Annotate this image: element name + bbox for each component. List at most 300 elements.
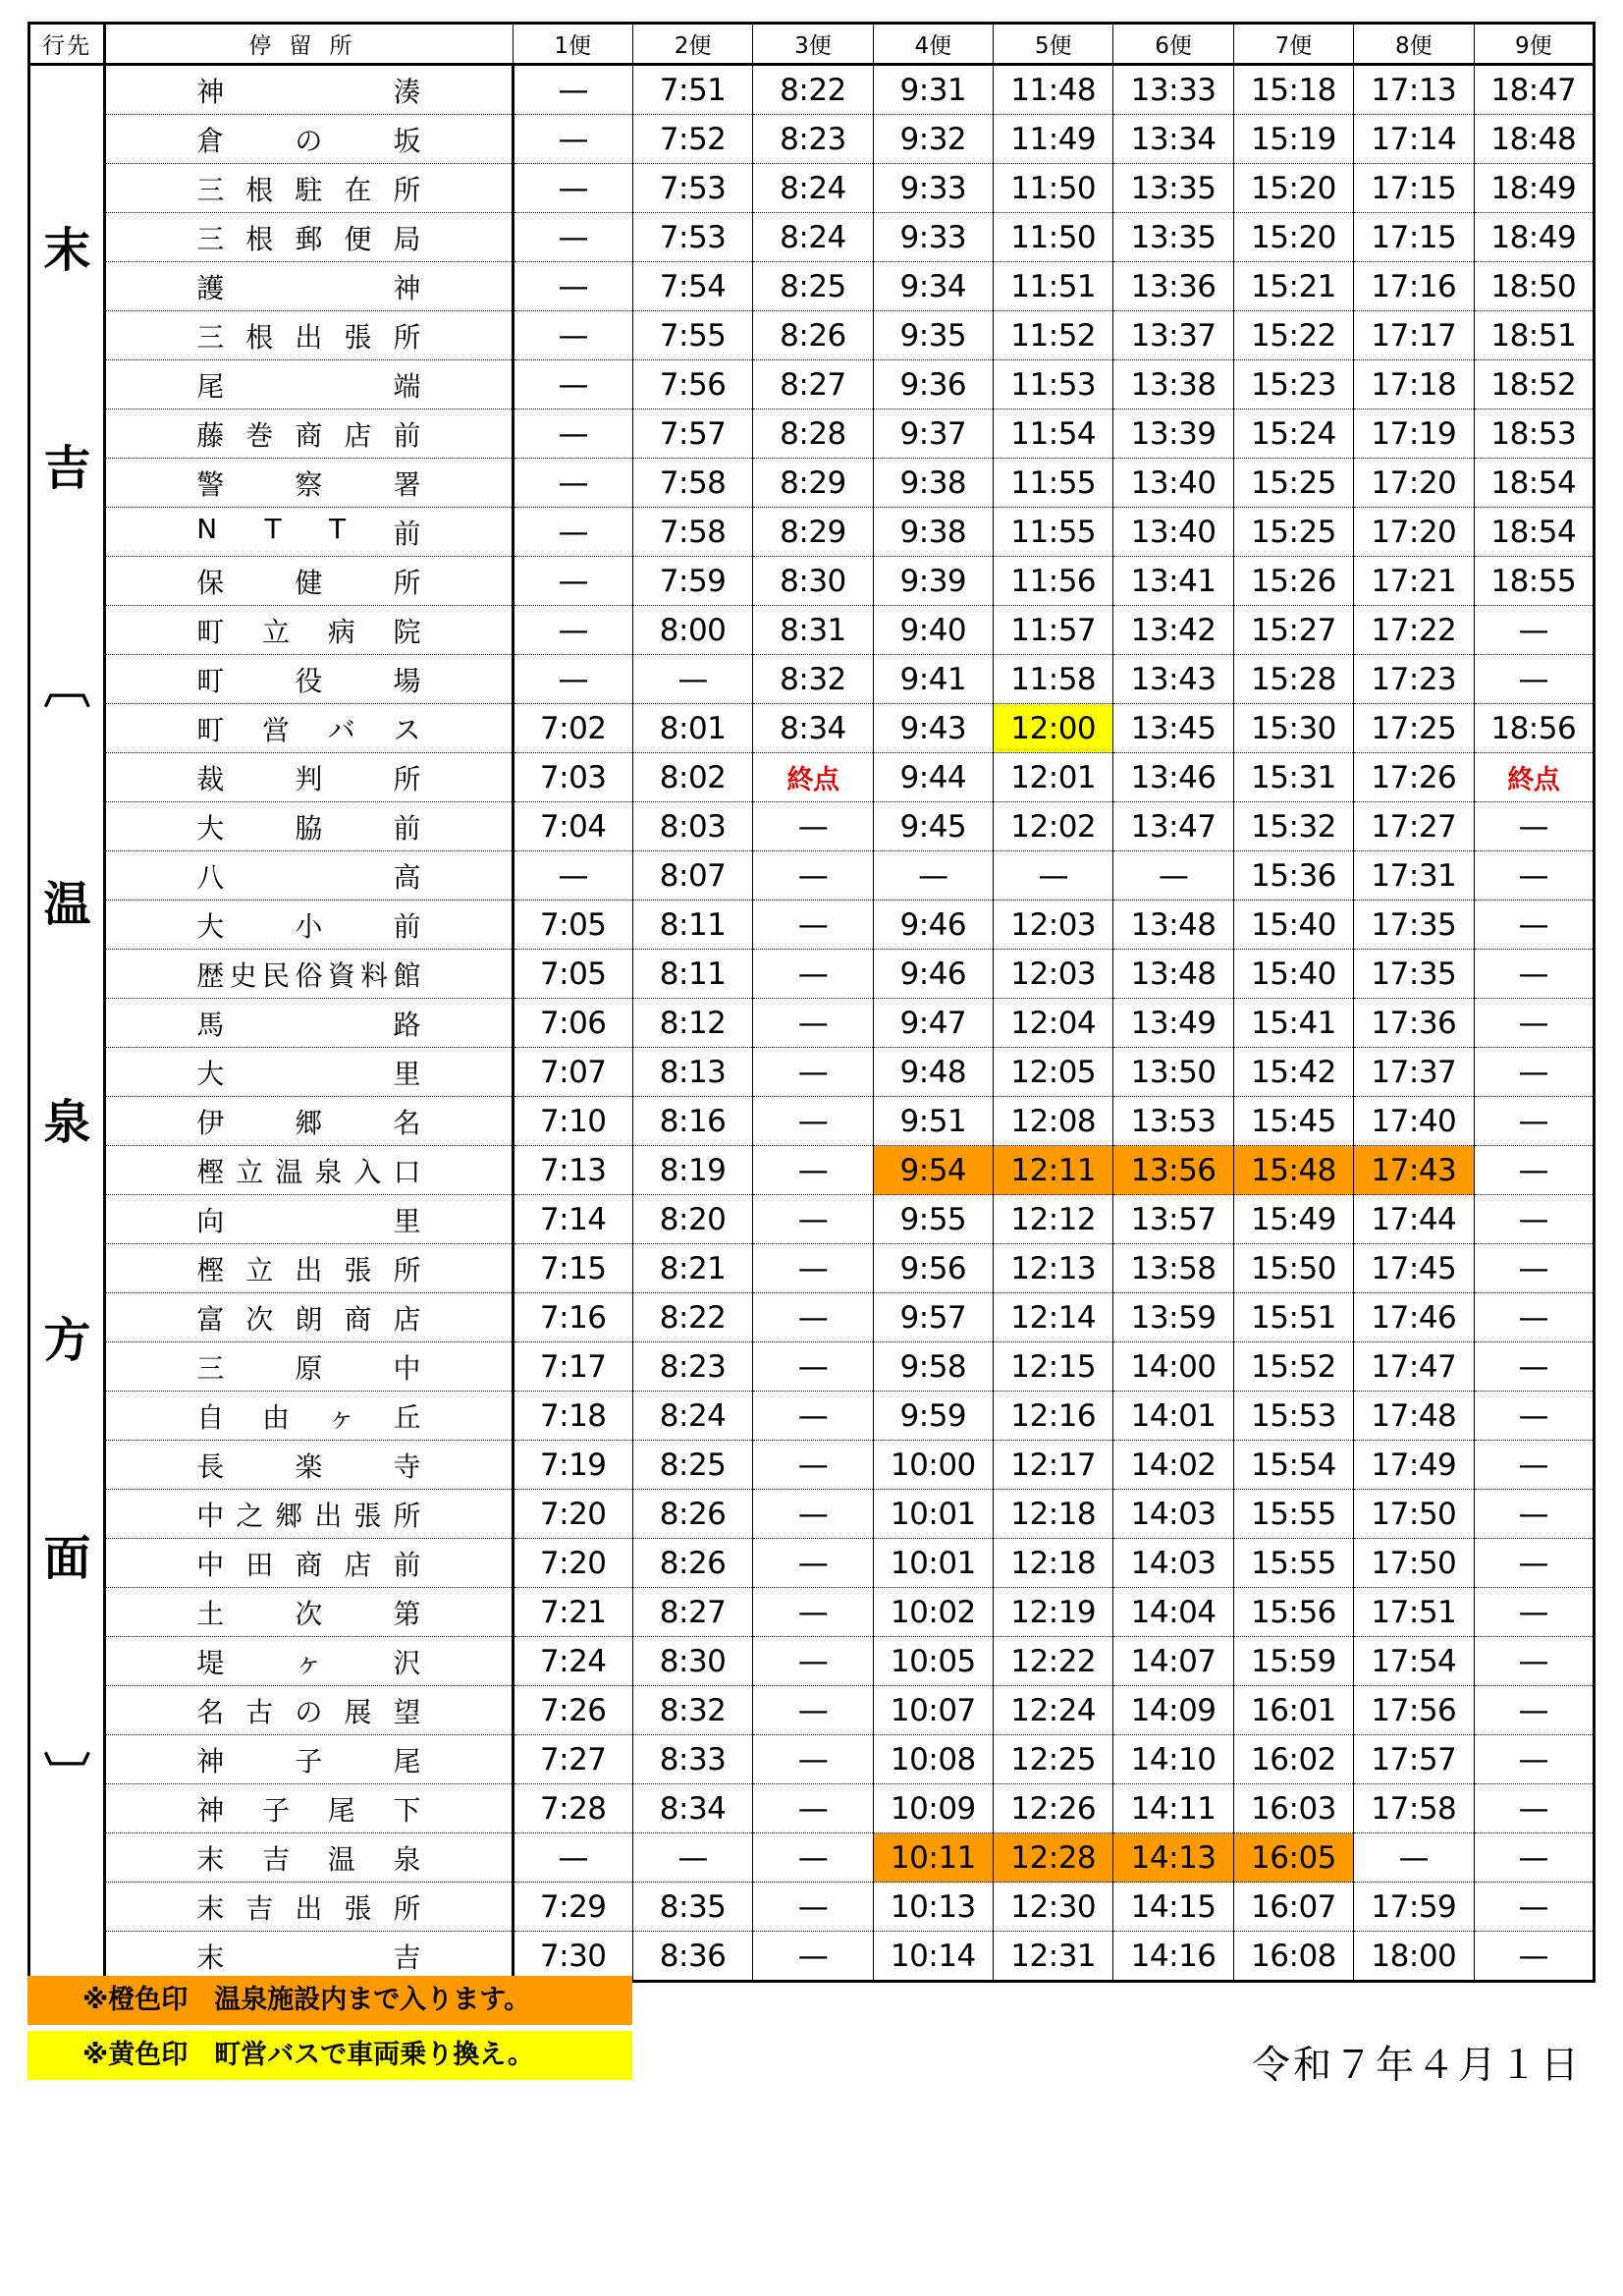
time-cell: —: [513, 557, 632, 606]
time-cell: 15:51: [1233, 1293, 1353, 1342]
time-cell: 9:38: [873, 508, 993, 557]
stop-name-cell: [105, 557, 513, 606]
stop-name-cell: [105, 1637, 513, 1686]
trip-header: 4便: [873, 24, 993, 65]
stop-name-cell: [105, 459, 513, 508]
time-cell: 12:15: [994, 1342, 1113, 1392]
direction-char: ︺: [43, 1749, 90, 1804]
time-cell: —: [632, 1833, 752, 1883]
time-cell: 17:19: [1354, 410, 1474, 459]
time-cell: 17:35: [1354, 950, 1474, 999]
time-cell: 12:12: [994, 1195, 1113, 1244]
table-row: [29, 1097, 1595, 1146]
time-cell: 7:15: [513, 1244, 632, 1293]
time-cell: 12:03: [994, 950, 1113, 999]
table-row: [29, 704, 1595, 753]
time-cell: 11:49: [994, 115, 1113, 164]
table-row: [29, 606, 1595, 655]
time-cell: 17:43: [1354, 1146, 1474, 1195]
time-cell: 15:19: [1233, 115, 1353, 164]
time-cell: 13:39: [1113, 410, 1233, 459]
time-cell: 12:08: [994, 1097, 1113, 1146]
time-cell: 7:13: [513, 1146, 632, 1195]
time-cell: —: [1113, 851, 1233, 901]
time-cell: 12:17: [994, 1441, 1113, 1490]
time-cell: 7:14: [513, 1195, 632, 1244]
stop-name: 三 根 郵 便 局: [196, 222, 421, 255]
table-row: [29, 213, 1595, 262]
time-cell: —: [1474, 1441, 1594, 1490]
time-cell: 17:26: [1354, 753, 1474, 802]
stop-name: 三 原 中: [196, 1351, 421, 1385]
time-cell: 15:52: [1233, 1342, 1353, 1392]
table-row: [29, 1342, 1595, 1392]
stop-name-cell: [105, 999, 513, 1048]
time-cell: 17:17: [1354, 311, 1474, 360]
time-cell: 7:30: [513, 1932, 632, 1982]
time-cell: 15:26: [1233, 557, 1353, 606]
table-row: [29, 1932, 1595, 1982]
stop-name-cell: [105, 1735, 513, 1784]
time-cell: 13:34: [1113, 115, 1233, 164]
time-cell: 7:26: [513, 1686, 632, 1735]
stop-name-cell: [105, 655, 513, 704]
time-cell: 12:24: [994, 1686, 1113, 1735]
time-cell: 9:43: [873, 704, 993, 753]
time-cell: 16:07: [1233, 1883, 1353, 1932]
time-cell: 7:06: [513, 999, 632, 1048]
time-cell: 13:40: [1113, 508, 1233, 557]
time-cell: 14:10: [1113, 1735, 1233, 1784]
time-cell: 18:49: [1474, 213, 1594, 262]
table-row: [29, 115, 1595, 164]
time-cell: 11:50: [994, 164, 1113, 213]
time-cell: 13:58: [1113, 1244, 1233, 1293]
time-cell: 15:49: [1233, 1195, 1353, 1244]
stop-name: 自 由 ヶ 丘: [196, 1400, 421, 1434]
time-cell: 9:45: [873, 802, 993, 851]
time-cell: 8:26: [632, 1539, 752, 1588]
time-cell: —: [873, 851, 993, 901]
time-cell: 17:35: [1354, 901, 1474, 950]
time-cell: 10:07: [873, 1686, 993, 1735]
time-cell: 7:58: [632, 459, 752, 508]
time-cell: 14:07: [1113, 1637, 1233, 1686]
time-cell: —: [1474, 802, 1594, 851]
time-cell: 12:18: [994, 1490, 1113, 1539]
time-cell: —: [632, 655, 752, 704]
table-row: [29, 557, 1595, 606]
time-cell: 10:14: [873, 1932, 993, 1982]
time-cell: 15:23: [1233, 360, 1353, 410]
time-cell: 17:14: [1354, 115, 1474, 164]
time-cell: —: [1474, 1932, 1594, 1982]
time-cell: 12:04: [994, 999, 1113, 1048]
time-cell: 13:45: [1113, 704, 1233, 753]
time-cell: 7:17: [513, 1342, 632, 1392]
time-cell: 8:22: [753, 65, 873, 115]
time-cell: —: [1474, 1686, 1594, 1735]
stop-name-cell: [105, 311, 513, 360]
stop-name-cell: [105, 508, 513, 557]
time-cell: 8:16: [632, 1097, 752, 1146]
time-cell: 8:30: [753, 557, 873, 606]
table-row: [29, 1637, 1595, 1686]
stop-name: 末 吉: [196, 1941, 421, 1974]
time-cell: 13:41: [1113, 557, 1233, 606]
time-cell: 8:35: [632, 1883, 752, 1932]
time-cell: 16:05: [1233, 1833, 1353, 1883]
time-cell: 14:11: [1113, 1784, 1233, 1833]
time-cell: 7:05: [513, 950, 632, 999]
time-cell: 10:01: [873, 1539, 993, 1588]
time-cell: —: [753, 1833, 873, 1883]
time-cell: 7:53: [632, 164, 752, 213]
time-cell: 7:56: [632, 360, 752, 410]
time-cell: 16:01: [1233, 1686, 1353, 1735]
time-cell: 15:54: [1233, 1441, 1353, 1490]
time-cell: 15:42: [1233, 1048, 1353, 1097]
time-cell: 8:26: [753, 311, 873, 360]
time-cell: 17:22: [1354, 606, 1474, 655]
time-cell: 7:04: [513, 802, 632, 851]
time-cell: —: [753, 1784, 873, 1833]
stop-name: 末 吉 温 泉: [196, 1842, 421, 1876]
time-cell: —: [753, 851, 873, 901]
time-cell: 9:34: [873, 262, 993, 311]
time-cell: 9:39: [873, 557, 993, 606]
time-cell: 10:02: [873, 1588, 993, 1637]
time-cell: 15:50: [1233, 1244, 1353, 1293]
table-row: [29, 311, 1595, 360]
time-cell: 17:31: [1354, 851, 1474, 901]
table-row: [29, 1686, 1595, 1735]
effective-date: 令和７年４月１日: [1251, 2044, 1582, 2088]
time-cell: 8:32: [753, 655, 873, 704]
time-cell: 7:03: [513, 753, 632, 802]
time-cell: —: [753, 1490, 873, 1539]
time-cell: 7:20: [513, 1539, 632, 1588]
time-cell: —: [753, 1883, 873, 1932]
time-cell: 10:05: [873, 1637, 993, 1686]
time-cell: 18:56: [1474, 704, 1594, 753]
legend-orange: ※橙色印 温泉施設内まで入ります。: [27, 1976, 632, 2025]
time-cell: 14:13: [1113, 1833, 1233, 1883]
time-cell: 8:19: [632, 1146, 752, 1195]
direction-char: 吉: [43, 441, 90, 496]
time-cell: 8:20: [632, 1195, 752, 1244]
time-cell: —: [513, 311, 632, 360]
time-cell: 8:27: [753, 360, 873, 410]
time-cell: 17:20: [1354, 508, 1474, 557]
time-cell: —: [1474, 1637, 1594, 1686]
time-cell: —: [1474, 1048, 1594, 1097]
time-cell: —: [1474, 851, 1594, 901]
time-cell: 7:55: [632, 311, 752, 360]
table-row: [29, 1833, 1595, 1883]
time-cell: 15:25: [1233, 508, 1353, 557]
time-cell: 8:22: [632, 1293, 752, 1342]
time-cell: —: [753, 950, 873, 999]
time-cell: 17:49: [1354, 1441, 1474, 1490]
time-cell: 17:58: [1354, 1784, 1474, 1833]
stop-name: 向 里: [196, 1204, 421, 1237]
time-cell: 13:38: [1113, 360, 1233, 410]
time-cell: 7:21: [513, 1588, 632, 1637]
time-cell: 7:29: [513, 1883, 632, 1932]
time-cell: 9:41: [873, 655, 993, 704]
stop-name: 末 吉 出 張 所: [196, 1891, 421, 1925]
stop-name-cell: [105, 704, 513, 753]
time-cell: 9:59: [873, 1392, 993, 1441]
time-cell: —: [513, 1833, 632, 1883]
time-cell: 7:51: [632, 65, 752, 115]
stop-name-cell: [105, 901, 513, 950]
time-cell: 17:46: [1354, 1293, 1474, 1342]
time-cell: 8:07: [632, 851, 752, 901]
time-cell: 13:40: [1113, 459, 1233, 508]
time-cell: 10:00: [873, 1441, 993, 1490]
time-cell: 15:31: [1233, 753, 1353, 802]
time-cell: —: [753, 1686, 873, 1735]
stop-name: 保 健 所: [196, 566, 421, 599]
time-cell: 12:19: [994, 1588, 1113, 1637]
time-cell: 15:28: [1233, 655, 1353, 704]
time-cell: 13:49: [1113, 999, 1233, 1048]
stop-name-cell: [105, 851, 513, 901]
time-cell: —: [513, 65, 632, 115]
time-cell: 16:03: [1233, 1784, 1353, 1833]
stop-name: 神 子 尾: [196, 1744, 421, 1777]
time-cell: 11:58: [994, 655, 1113, 704]
time-cell: 8:26: [632, 1490, 752, 1539]
stop-name-cell: [105, 1244, 513, 1293]
stop-name-cell: [105, 1883, 513, 1932]
time-cell: 9:32: [873, 115, 993, 164]
direction-char: 面: [43, 1531, 90, 1586]
time-cell: 8:03: [632, 802, 752, 851]
time-cell: 17:59: [1354, 1883, 1474, 1932]
time-cell: 15:48: [1233, 1146, 1353, 1195]
time-cell: 11:57: [994, 606, 1113, 655]
time-cell: 12:13: [994, 1244, 1113, 1293]
time-cell: 15:56: [1233, 1588, 1353, 1637]
time-cell: 11:56: [994, 557, 1113, 606]
time-cell: 10:13: [873, 1883, 993, 1932]
time-cell: 17:36: [1354, 999, 1474, 1048]
time-cell: 18:00: [1354, 1932, 1474, 1982]
time-cell: 7:10: [513, 1097, 632, 1146]
table-row: [29, 1735, 1595, 1784]
stop-name: 八 高: [196, 860, 421, 894]
time-cell: —: [513, 164, 632, 213]
time-cell: 9:37: [873, 410, 993, 459]
trip-header: 7便: [1233, 24, 1353, 65]
time-cell: 7:27: [513, 1735, 632, 1784]
time-cell: 18:55: [1474, 557, 1594, 606]
table-row: [29, 164, 1595, 213]
direction-char: ︹: [43, 659, 90, 714]
stop-name: 裁 判 所: [196, 762, 421, 795]
time-cell: —: [513, 360, 632, 410]
time-cell: 11:52: [994, 311, 1113, 360]
table-row: [29, 753, 1595, 802]
time-cell: 14:02: [1113, 1441, 1233, 1490]
time-cell: 10:08: [873, 1735, 993, 1784]
stop-name-cell: [105, 65, 513, 115]
time-cell: 15:27: [1233, 606, 1353, 655]
table-row: [29, 1588, 1595, 1637]
time-cell: —: [513, 262, 632, 311]
time-cell: 7:24: [513, 1637, 632, 1686]
time-cell: 8:01: [632, 704, 752, 753]
time-cell: 9:55: [873, 1195, 993, 1244]
table-row: [29, 1244, 1595, 1293]
time-cell: 8:27: [632, 1588, 752, 1637]
table-row: [29, 1441, 1595, 1490]
time-cell: 15:25: [1233, 459, 1353, 508]
time-cell: 15:20: [1233, 164, 1353, 213]
time-cell: 17:57: [1354, 1735, 1474, 1784]
time-cell: 12:16: [994, 1392, 1113, 1441]
time-cell: 8:23: [753, 115, 873, 164]
time-cell: 17:48: [1354, 1392, 1474, 1441]
time-cell: 7:05: [513, 901, 632, 950]
stop-name-cell: [105, 1342, 513, 1392]
stop-name-cell: [105, 1686, 513, 1735]
legend-yellow: ※黄色印 町営バスで車両乗り換え。: [27, 2031, 632, 2080]
time-cell: 9:33: [873, 213, 993, 262]
trip-header: 2便: [632, 24, 752, 65]
time-cell: 13:36: [1113, 262, 1233, 311]
stop-name-cell: [105, 606, 513, 655]
time-cell: 12:31: [994, 1932, 1113, 1982]
table-row: [29, 262, 1595, 311]
time-cell: 17:21: [1354, 557, 1474, 606]
time-cell: —: [1474, 1490, 1594, 1539]
time-cell: 17:20: [1354, 459, 1474, 508]
time-cell: —: [1474, 1539, 1594, 1588]
time-cell: 9:40: [873, 606, 993, 655]
time-cell: 9:35: [873, 311, 993, 360]
time-cell: —: [1474, 655, 1594, 704]
time-cell: 17:56: [1354, 1686, 1474, 1735]
time-cell: 9:56: [873, 1244, 993, 1293]
time-cell: 18:52: [1474, 360, 1594, 410]
time-cell: 17:13: [1354, 65, 1474, 115]
stop-name: 堤 ヶ 沢: [196, 1646, 421, 1679]
direction-char: 温: [43, 877, 90, 932]
stop-name-cell: [105, 1490, 513, 1539]
table-row: [29, 655, 1595, 704]
time-cell: 8:34: [753, 704, 873, 753]
table-row: [29, 65, 1595, 115]
stop-name-cell: [105, 1195, 513, 1244]
time-cell: 7:53: [632, 213, 752, 262]
stop-name-cell: [105, 1833, 513, 1883]
stop-name: 伊 郷 名: [196, 1106, 421, 1139]
time-cell: 12:25: [994, 1735, 1113, 1784]
time-cell: 16:02: [1233, 1735, 1353, 1784]
trip-header: 1便: [513, 24, 632, 65]
time-cell: 10:01: [873, 1490, 993, 1539]
stop-name: 樫 立 出 張 所: [196, 1253, 421, 1286]
stop-name: 樫 立 温 泉 入 口: [196, 1155, 421, 1188]
time-cell: —: [753, 1293, 873, 1342]
time-cell: 9:38: [873, 459, 993, 508]
stop-name-cell: [105, 213, 513, 262]
stop-name: 町 営 バ ス: [196, 713, 421, 746]
time-cell: 15:22: [1233, 311, 1353, 360]
stop-name-cell: [105, 1097, 513, 1146]
stop-name: 富 次 朗 商 店: [196, 1302, 421, 1336]
time-cell: 18:48: [1474, 115, 1594, 164]
time-cell: 11:51: [994, 262, 1113, 311]
time-cell: 13:50: [1113, 1048, 1233, 1097]
stop-name-cell: [105, 802, 513, 851]
time-cell: —: [1474, 1784, 1594, 1833]
time-cell: —: [513, 459, 632, 508]
direction-header: 行先: [29, 24, 105, 65]
time-cell: 8:24: [632, 1392, 752, 1441]
time-cell: 7:19: [513, 1441, 632, 1490]
time-cell: 11:54: [994, 410, 1113, 459]
time-cell: 17:51: [1354, 1588, 1474, 1637]
time-cell: —: [994, 851, 1113, 901]
time-cell: —: [753, 1588, 873, 1637]
stop-name: 藤 巻 商 店 前: [196, 418, 421, 452]
header-row: [29, 24, 1595, 65]
stop-name-cell: [105, 1293, 513, 1342]
time-cell: 15:40: [1233, 901, 1353, 950]
stop-name-cell: [105, 360, 513, 410]
time-cell: —: [753, 1392, 873, 1441]
time-cell: —: [1474, 1146, 1594, 1195]
stop-name: 三 根 駐 在 所: [196, 173, 421, 206]
table-row: [29, 999, 1595, 1048]
time-cell: 18:50: [1474, 262, 1594, 311]
table-row: [29, 1883, 1595, 1932]
table-row: [29, 950, 1595, 999]
stop-header: 停留所: [105, 24, 513, 65]
time-cell: 17:15: [1354, 164, 1474, 213]
time-cell: 7:54: [632, 262, 752, 311]
stop-name: 護 神: [196, 271, 421, 304]
time-cell: —: [1474, 1735, 1594, 1784]
time-cell: 7:28: [513, 1784, 632, 1833]
time-cell: —: [1474, 1342, 1594, 1392]
time-cell: 18:47: [1474, 65, 1594, 115]
stop-name: 尾 端: [196, 369, 421, 403]
time-cell: 終点: [1474, 753, 1594, 802]
time-cell: —: [753, 999, 873, 1048]
time-cell: 13:56: [1113, 1146, 1233, 1195]
time-cell: 15:32: [1233, 802, 1353, 851]
time-cell: 12:00: [994, 704, 1113, 753]
direction-char: 泉: [43, 1095, 90, 1150]
table-row: [29, 410, 1595, 459]
stop-name: 警 察 署: [196, 467, 421, 501]
time-cell: 8:28: [753, 410, 873, 459]
time-cell: —: [753, 1146, 873, 1195]
time-cell: 12:30: [994, 1883, 1113, 1932]
stop-name-cell: [105, 1784, 513, 1833]
time-cell: 9:54: [873, 1146, 993, 1195]
time-cell: 8:36: [632, 1932, 752, 1982]
time-cell: 8:34: [632, 1784, 752, 1833]
table-row: [29, 508, 1595, 557]
time-cell: 15:41: [1233, 999, 1353, 1048]
